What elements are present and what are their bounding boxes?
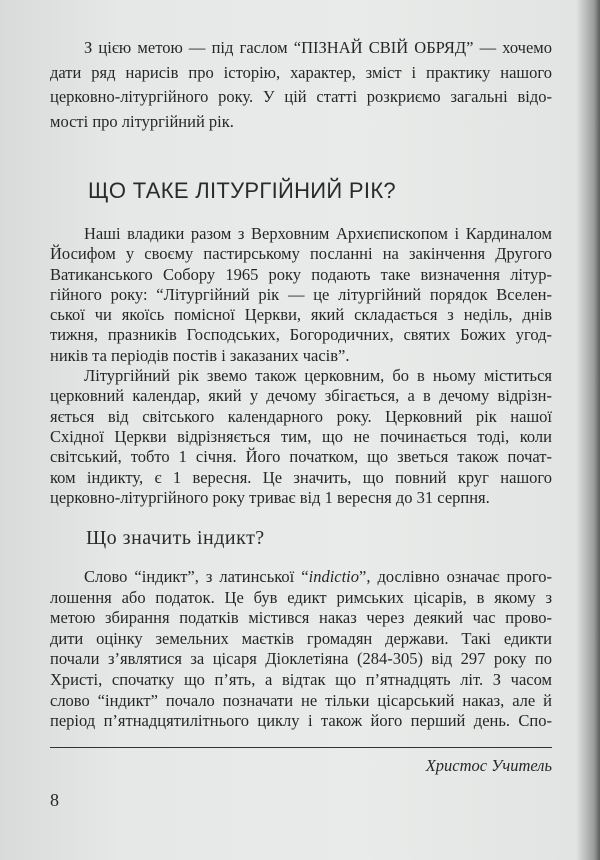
text-line: церковно-літургійного року. У цій статті розкриємо загальні відо- (50, 87, 552, 106)
text-line: період п’ятнадцятилітнього циклу і також його перший день. Спо- (50, 711, 552, 731)
text-segment: ”, дослівно означає прого- (359, 567, 552, 586)
text-line: Літургійний рік звемо також церковним, бо в ньому міститься (84, 366, 552, 386)
text-line: слово “індикт” почало позначати не тільки цісарський наказ, але й (50, 690, 552, 710)
running-footer: Христос Учитель (425, 756, 552, 775)
text-segment: Слово “індикт”, з латинської “ (84, 567, 309, 586)
text-line: світський, тобто 1 січня. Його початком, що зветься також почат- (50, 447, 552, 467)
text-line: Ватиканського Собору 1965 року подають таке визначення літур- (50, 264, 552, 284)
page-number: 8 (50, 790, 59, 810)
text-line: Христі, спочатку що п’ять, а відтак що п’ятнадцять літ. З часом (50, 669, 552, 689)
text-line: почали з’являтися за цісаря Діоклетіяна (284-305) від 297 року по (50, 649, 552, 669)
latin-term: indictio (308, 567, 360, 586)
definition-paragraph (50, 224, 552, 508)
text-line: ської чи якоїсь помісної Церкви, який складається з неділь, днів (50, 305, 552, 325)
text-line: Наші владики разом з Верховним Архиєпископом і Кардиналом (84, 224, 552, 243)
text-line: тижня, празників Господських, Богородичних, святих Божих угод- (50, 325, 552, 345)
text-line: церковно-літургійного року триває від 1 вересня до 31 серпня. (50, 487, 490, 507)
text-line: яється від світського календарного року. Церковний рік нашої (50, 406, 552, 426)
text-line: ком індикту, є 1 вересня. Це значить, що повний круг нашого (50, 467, 552, 487)
text-line: Йосифом у своєму пастирському посланні на закінчення Другого (50, 244, 552, 264)
text-line: З цією метою — під гаслом “ПІЗНАЙ СВІЙ ОБРЯД” — хочемо (84, 38, 552, 57)
text-line (50, 567, 552, 588)
text-line: церковний календар, який у дечому збігається, а в дечому відрізн- (50, 386, 552, 406)
footer-divider (50, 747, 552, 748)
text-line: дати ряд нарисів про історію, характер, зміст і практику нашого (50, 62, 552, 82)
text-line: лошення або податок. Це був едикт римських цісарів, в якому з (50, 587, 552, 607)
text-line: дити оцінку земельних маєтків громадян держави. Такі едикти (50, 628, 552, 648)
text-line: метою збирання податків містився наказ через деякий час прово- (50, 608, 552, 628)
intro-paragraph (50, 36, 552, 134)
text-line: гійного року: “Літургійний рік — це літургійний порядок Вселен- (50, 284, 552, 304)
subsection-heading: Що значить індикт? (86, 527, 265, 549)
indict-paragraph (50, 567, 552, 732)
text-line: мості про літургійний рік. (50, 111, 234, 131)
section-heading: ЩО ТАКЕ ЛІТУРГІЙНИЙ РІК? (88, 178, 396, 203)
text-line: Східної Церкви відрізняється тим, що не починається тоді, коли (50, 426, 552, 446)
text-line: ників та періодів постів і заказаних часів”. (50, 345, 350, 365)
